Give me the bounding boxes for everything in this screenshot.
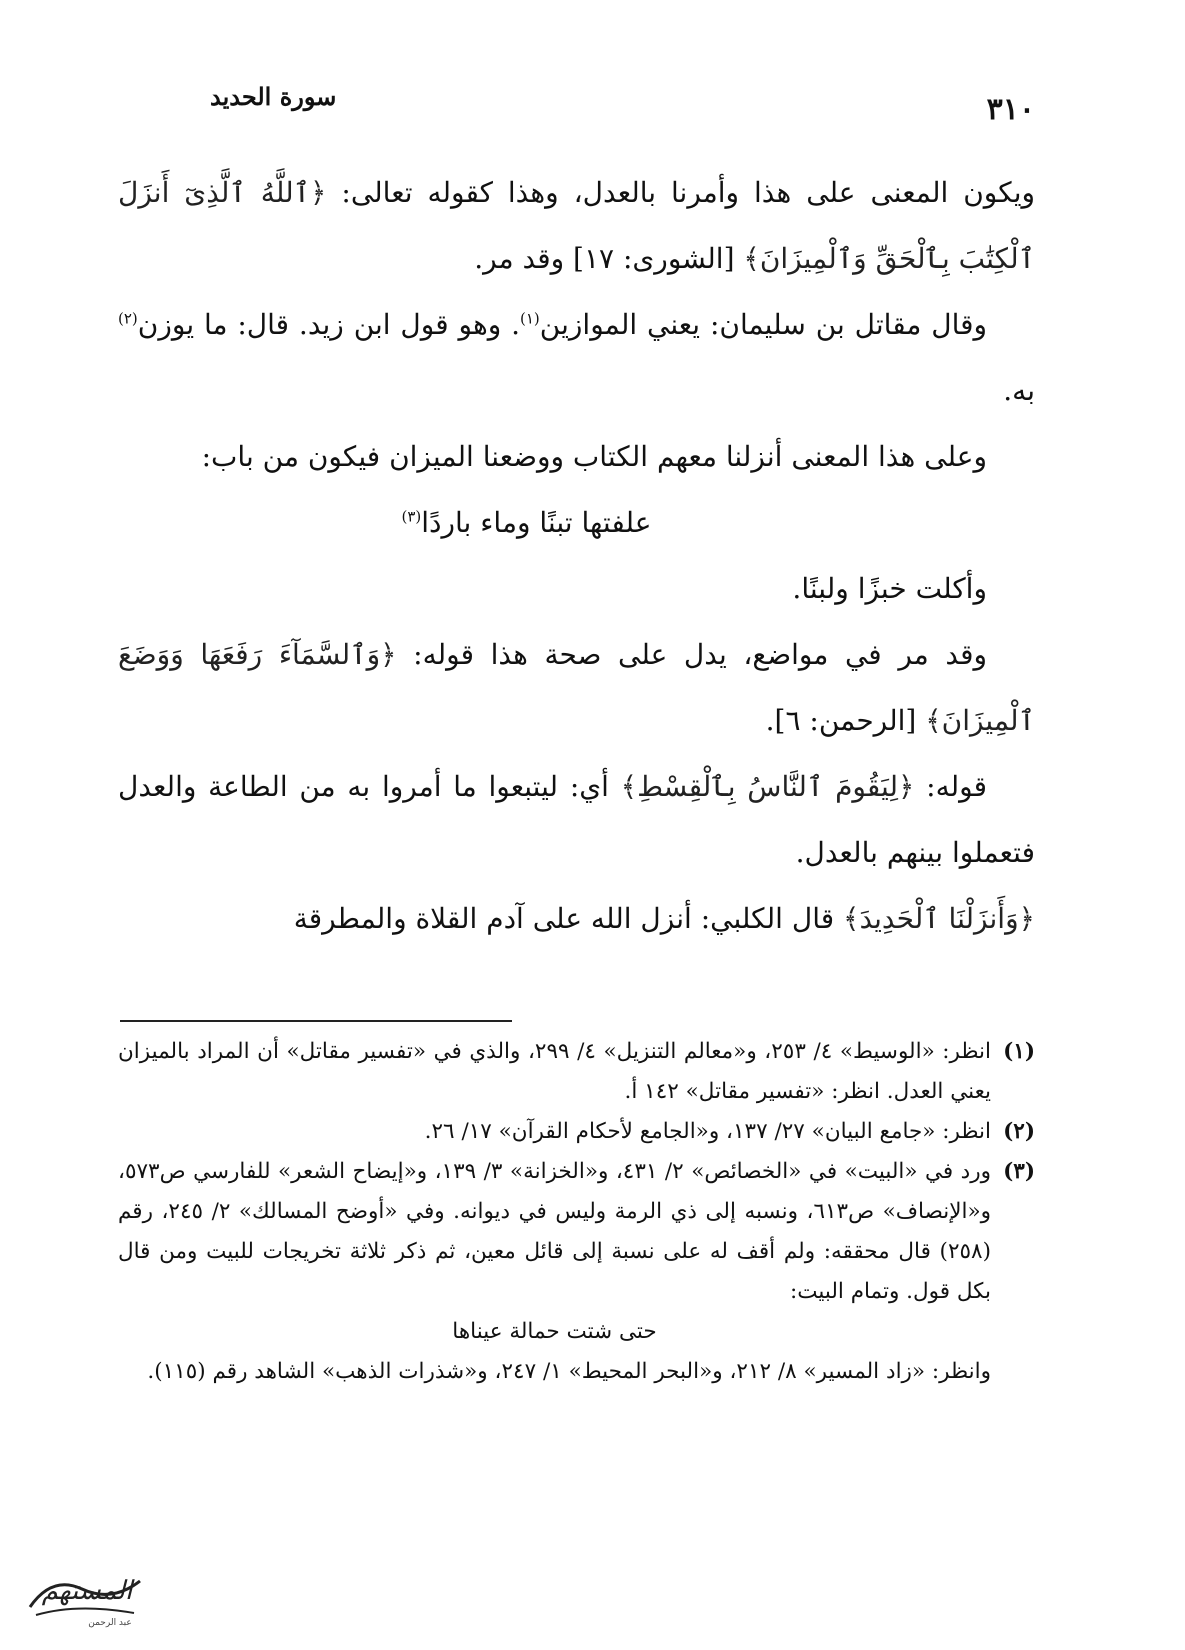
paragraph-3: وعلى هذا المعنى أنزلنا معهم الكتاب ووضعنا الميزان فيكون من باب: bbox=[201, 440, 987, 473]
paragraph-text: ويكون المعنى على هذا وأمرنا بالعدل، وهذا كقوله تعالى: bbox=[326, 176, 1036, 209]
surah-reference: [الرحمن: ٦]. bbox=[765, 704, 926, 737]
running-title: سورة الحديد bbox=[210, 82, 337, 111]
paragraph-text: وقد مر في مواضع، يدل على صحة هذا قوله: bbox=[396, 638, 987, 671]
page-number: ٣١٠ bbox=[986, 92, 1035, 127]
footnote-ref-2: (٢) bbox=[118, 309, 138, 328]
surah-reference: [الشورى: ١٧] وقد مر. bbox=[474, 242, 744, 275]
paragraph-text: قوله: bbox=[914, 770, 987, 803]
footnote-number: (٣) bbox=[1003, 1159, 1035, 1184]
quran-quote: ﴿ٱللَّهُ ٱلَّذِىٓ أَنزَلَ ٱلْكِتَٰبَ بِٱلْحَقِّ وَٱلْمِيزَانَ﴾ bbox=[118, 176, 1035, 275]
logo-subtext: عبد الرحمن bbox=[88, 1618, 132, 1628]
paragraph-text: . وهو قول ابن زيد. قال: ما يوزن bbox=[137, 308, 520, 341]
footnote-separator bbox=[120, 1020, 512, 1022]
footnote-text: انظر: «الوسيط» ٤/ ٢٥٣، و«معالم التنزيل» ٤/ ٢٩٩، والذي في «تفسير مقاتل» أن المراد بالميزان يعني العدل. انظر: «تفسير مقاتل» ١٤٢ أ. bbox=[118, 1039, 992, 1104]
footnote-text-continued: وانظر: «زاد المسير» ٨/ ٢١٢، و«البحر المحيط» ١/ ٢٤٧، و«شذرات الذهب» الشاهد رقم (١١٥). bbox=[147, 1359, 991, 1384]
footnote-number: (١) bbox=[1003, 1039, 1035, 1064]
paragraph-text: به. bbox=[1003, 374, 1035, 407]
footnote-ref-1: (١) bbox=[520, 309, 540, 328]
footnote-3 bbox=[118, 1152, 1035, 1392]
poetry-verse bbox=[118, 490, 1035, 556]
paragraph-5 bbox=[118, 622, 1035, 754]
logo-text: المستهم bbox=[41, 1576, 133, 1606]
footnotes bbox=[118, 1032, 1035, 1392]
footnote-number: (٢) bbox=[1003, 1119, 1035, 1144]
page-header bbox=[150, 82, 1035, 132]
paragraph-4: وأكلت خبزًا ولبنًا. bbox=[792, 572, 987, 605]
verse-text: علفتها تبنًا وماء باردًا bbox=[421, 506, 652, 539]
paragraph-text: قال الكلبي: أنزل الله على آدم القلاة والمطرقة bbox=[293, 902, 844, 935]
quran-quote: ﴿وَأَنزَلْنَا ٱلْحَدِيدَ﴾ bbox=[843, 902, 1035, 935]
paragraph-7 bbox=[118, 886, 1035, 952]
main-text bbox=[118, 160, 1035, 952]
paragraph-text: وقال مقاتل بن سليمان: يعني الموازين bbox=[539, 308, 988, 341]
footnote-2 bbox=[118, 1112, 1035, 1152]
quran-quote: ﴿وَٱلسَّمَآءَ رَفَعَهَا وَوَضَعَ ٱلْمِيزَانَ﴾ bbox=[118, 638, 1035, 737]
paragraph-2 bbox=[118, 292, 1035, 424]
footnote-ref-3: (٣) bbox=[401, 507, 422, 526]
paragraph-text: أي: ليتبعوا ما أمروا به من الطاعة والعدل فتعملوا بينهم بالعدل. bbox=[118, 770, 1035, 869]
footnote-1 bbox=[118, 1032, 1035, 1112]
paragraph-1 bbox=[118, 160, 1035, 292]
footnote-text: ورد في «البيت» في «الخصائص» ٢/ ٤٣١، و«الخزانة» ٣/ ١٣٩، و«إيضاح الشعر» للفارسي ص٥٧٣، و«الإنصاف» ص٦١٣، ونسبه إلى ذي الرمة وليس في ديوانه. وفي «أوضح المسالك» ٢/ ٢٤٥، رقم (٢٥٨) قال محققه: ولم أقف له على نسبة إلى قائل معين، ثم ذكر ثلاثة تخريجات للبيت ومن قال بكل قول. وتمام البيت: bbox=[118, 1159, 991, 1304]
quran-quote: ﴿لِيَقُومَ ٱلنَّاسُ بِٱلْقِسْطِ﴾ bbox=[620, 770, 915, 803]
paragraph-6 bbox=[118, 754, 1035, 886]
footnote-text: انظر: «جامع البيان» ٢٧/ ١٣٧، و«الجامع لأحكام القرآن» ١٧/ ٢٦. bbox=[424, 1119, 991, 1144]
footnote-verse: حتى شتت حمالة عيناها bbox=[452, 1319, 657, 1344]
publisher-logo bbox=[22, 1555, 152, 1630]
